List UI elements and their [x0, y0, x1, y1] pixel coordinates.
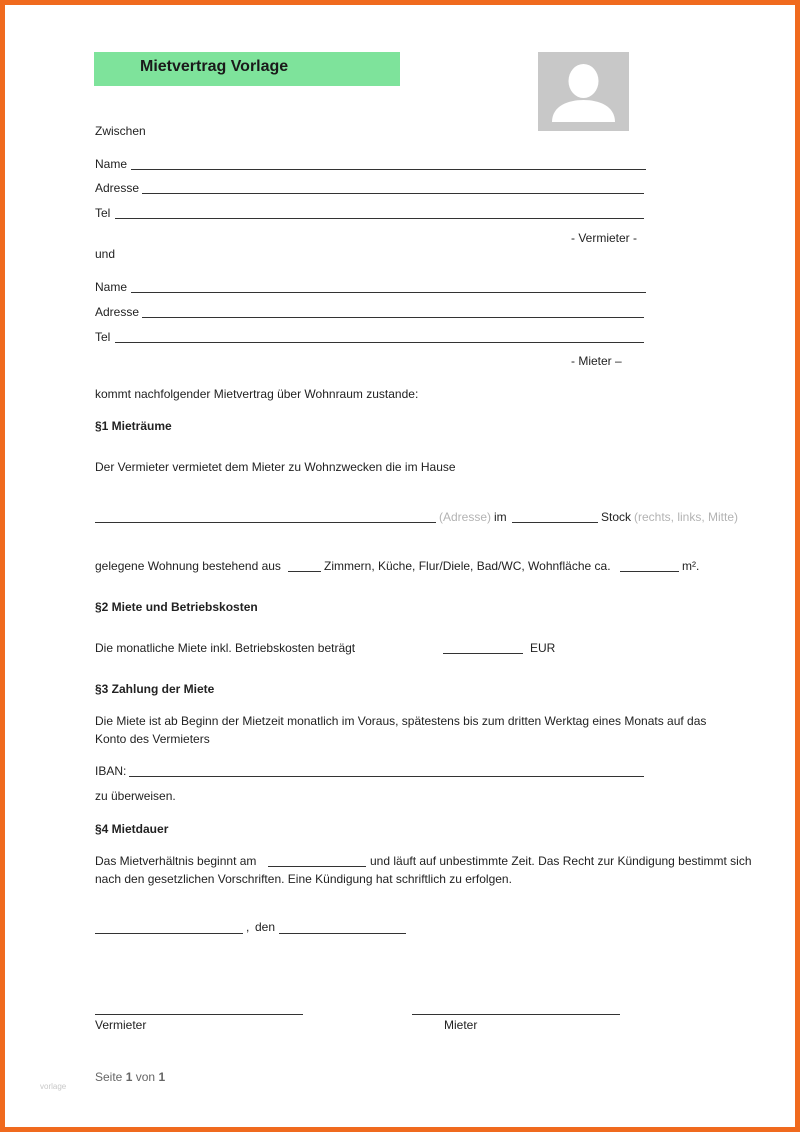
landlord-address-field[interactable] — [142, 193, 644, 194]
section-3-line-1: Die Miete ist ab Beginn der Mietzeit monatlich im Voraus, spätestens bis zum dritten Werktag eines Monats auf das — [95, 714, 707, 728]
page-footer — [95, 1070, 165, 1084]
tenant-signature-label: Mieter — [444, 1018, 478, 1032]
landlord-name-label: Name — [95, 157, 128, 171]
tenant-address-field[interactable] — [142, 317, 644, 318]
section-3-heading: §3 Zahlung der Miete — [95, 682, 215, 696]
zwischen-label: Zwischen — [95, 124, 146, 138]
section-1-text: Der Vermieter vermietet dem Mieter zu Wohnzwecken die im Hause — [95, 460, 456, 474]
landlord-phone-field[interactable] — [115, 218, 644, 219]
area-unit: m². — [682, 559, 700, 573]
house-address-field[interactable] — [95, 522, 436, 523]
im-label: im — [494, 510, 507, 524]
place-comma: , — [246, 920, 250, 934]
landlord-name-field[interactable] — [131, 169, 646, 170]
transfer-text: zu überweisen. — [95, 789, 176, 803]
landlord-signature-line[interactable] — [95, 1014, 303, 1015]
section-4-text-b: und läuft auf unbestimmte Zeit. Das Recht zur Kündigung bestimmt sich — [370, 854, 752, 868]
tenant-name-label: Name — [95, 280, 128, 294]
tenant-phone-label: Tel — [95, 330, 111, 344]
landlord-phone-label: Tel — [95, 206, 111, 220]
section-4-line-2: nach den gesetzlichen Vorschriften. Eine Kündigung hat schriftlich zu erfolgen. — [95, 872, 512, 886]
stock-label: Stock — [601, 510, 632, 524]
address-hint: (Adresse) — [439, 510, 492, 524]
apartment-text-b: Zimmern, Küche, Flur/Diele, Bad/WC, Wohnfläche ca. — [324, 559, 611, 573]
landlord-signature-label: Vermieter — [95, 1018, 147, 1032]
footer-seite: Seite — [95, 1070, 123, 1084]
apartment-text-a: gelegene Wohnung bestehend aus — [95, 559, 281, 573]
user-avatar-icon — [538, 52, 629, 131]
date-field[interactable] — [279, 933, 406, 934]
intro-text: kommt nachfolgender Mietvertrag über Wohnraum zustande: — [95, 387, 419, 401]
photo-placeholder — [538, 52, 629, 131]
landlord-address-label: Adresse — [95, 181, 140, 195]
position-hint: (rechts, links, Mitte) — [634, 510, 739, 524]
tenant-address-label: Adresse — [95, 305, 140, 319]
und-label: und — [95, 247, 116, 261]
tenant-role-label: - Mieter – — [571, 354, 622, 368]
section-2-heading: §2 Miete und Betriebskosten — [95, 600, 258, 614]
rooms-field[interactable] — [288, 571, 321, 572]
tenant-name-field[interactable] — [131, 292, 646, 293]
watermark: vorlage — [40, 1082, 67, 1091]
section-1-heading: §1 Mieträume — [95, 419, 172, 433]
landlord-role-label: - Vermieter - — [571, 231, 638, 245]
iban-label: IBAN: — [95, 764, 127, 778]
iban-field[interactable] — [129, 776, 644, 777]
den-label: den — [255, 920, 276, 934]
footer-page-total: 1 — [158, 1070, 166, 1084]
area-field[interactable] — [620, 571, 679, 572]
document-title: Mietvertrag Vorlage — [140, 58, 289, 75]
section-4-text-a: Das Mietverhältnis beginnt am — [95, 854, 257, 868]
section-3-line-2: Konto des Vermieters — [95, 732, 210, 746]
currency-label: EUR — [530, 641, 556, 655]
rent-amount-field[interactable] — [443, 653, 523, 654]
footer-page-number: 1 — [125, 1070, 133, 1084]
tenant-signature-line[interactable] — [412, 1014, 620, 1015]
section-2-text: Die monatliche Miete inkl. Betriebskosten beträgt — [95, 641, 356, 655]
floor-field[interactable] — [512, 522, 598, 523]
start-date-field[interactable] — [268, 866, 366, 867]
tenant-phone-field[interactable] — [115, 342, 644, 343]
place-field[interactable] — [95, 933, 243, 934]
footer-von: von — [135, 1070, 156, 1084]
section-4-heading: §4 Mietdauer — [95, 822, 169, 836]
